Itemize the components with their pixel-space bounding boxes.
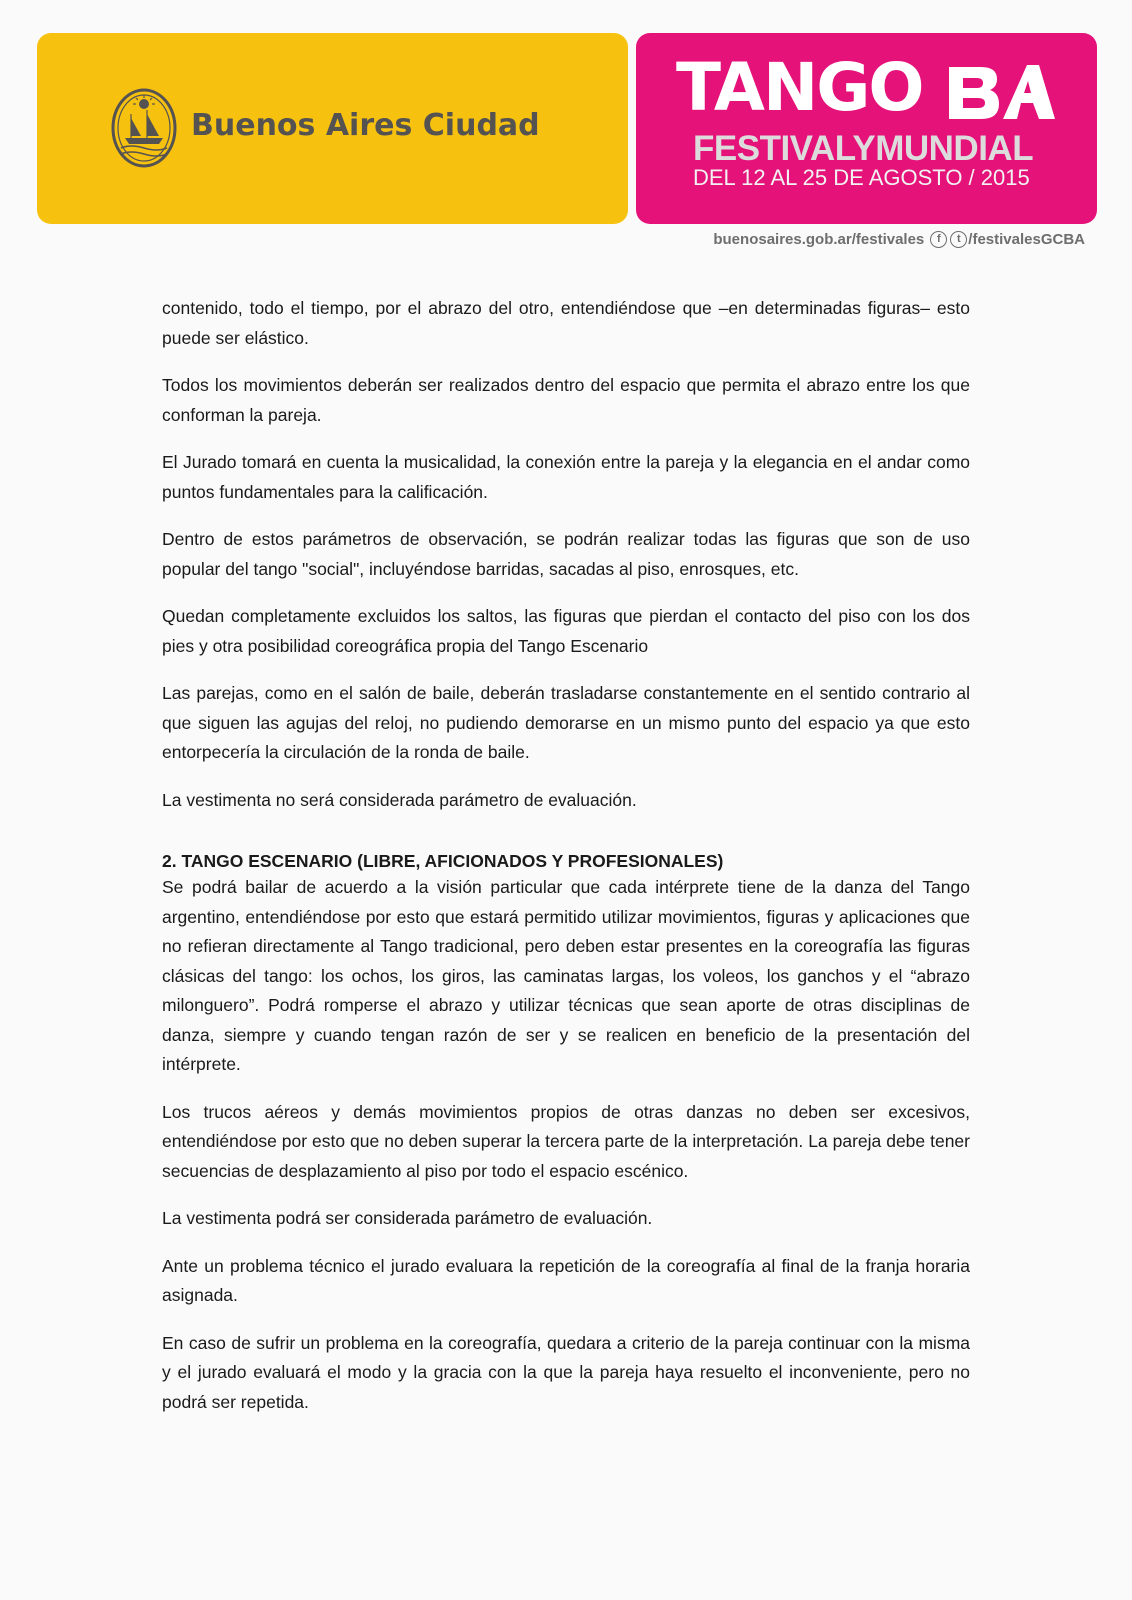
paragraph: Todos los movimientos deberán ser realizados dentro del espacio que permita el abrazo entre los que conforman la pareja. bbox=[162, 375, 970, 425]
social-footer bbox=[713, 231, 1085, 248]
paragraph: Los trucos aéreos y demás movimientos propios de otras danzas no deben ser excesivos, entendiéndose por esto que no deben superar la tercera parte de la interpretación. La pareja debe tener secuencias de desplazamiento al piso por todo el espacio escénico. bbox=[162, 1101, 970, 1181]
paragraph: Las parejas, como en el salón de baile, deberán trasladarse constantemente en el sentido contrario al que siguen las agujas del reloj, no pudiendo demorarse en un mismo punto del espacio ya que esto entorpecería la circulación de la ronda de baile. bbox=[162, 683, 970, 762]
paragraph: El Jurado tomará en cuenta la musicalidad, la conexión entre la pareja y la elegancia en el andar como puntos fundamentales para la calificación. bbox=[162, 452, 970, 502]
paragraph: La vestimenta no será considerada parámetro de evaluación. bbox=[162, 789, 637, 810]
city-name: Buenos Aires Ciudad bbox=[191, 108, 540, 143]
tango-festival-banner bbox=[636, 33, 1097, 224]
paragraph: contenido, todo el tiempo, por el abrazo del otro, entendiéndose que –en determinadas figuras– esto puede ser elástico. bbox=[162, 298, 970, 348]
tango-title: TANGO bbox=[676, 49, 923, 126]
paragraph: Dentro de estos parámetros de observación, se podrán realizar todas las figuras que son de uso popular del tango "social", incluyéndose barridas, sacadas al piso, enrosques, etc. bbox=[162, 529, 970, 579]
paragraph: Quedan completamente excluidos los saltos, las figuras que pierdan el contacto del piso con los dos pies y otra posibilidad coreográfica propia del Tango Escenario bbox=[162, 606, 970, 656]
festival-subtitle: FESTIVALYMUNDIAL bbox=[693, 129, 1034, 168]
twitter-icon[interactable]: t bbox=[950, 231, 967, 248]
paragraph: Se podrá bailar de acuerdo a la visión particular que cada intérprete tiene de la danza del Tango argentino, entendiéndose por esto que estará permitido utilizar movimientos, figuras y aplicaciones que no refieran directamente al Tango tradicional, pero deben estar presentes en la coreografía las figuras clásicas del tango: los ochos, los giros, las caminatas largas, los voleos, los ganchos y el “abrazo milonguero”. Podrá romperse el abrazo y utilizar técnicas que sean aporte de otras disciplinas de danza, siempre y cuando tengan razón de ser y se realicen en beneficio de la presentación del intérprete. bbox=[162, 877, 970, 1074]
site-url-link[interactable]: buenosaires.gob.ar/festivales bbox=[713, 231, 925, 248]
document-body bbox=[162, 294, 970, 1435]
social-handle-link[interactable]: /festivalesGCBA bbox=[968, 231, 1085, 248]
paragraph: La vestimenta podrá ser considerada parámetro de evaluación. bbox=[162, 1208, 653, 1228]
ba-logo-icon bbox=[947, 63, 1057, 121]
festival-dates: DEL 12 AL 25 DE AGOSTO / 2015 bbox=[693, 165, 1030, 190]
section-heading: 2. TANGO ESCENARIO (LIBRE, AFICIONADOS Y PROFESIONALES) bbox=[162, 851, 724, 871]
paragraph: Ante un problema técnico el jurado evaluara la repetición de la coreografía al final de la franja horaria asignada. bbox=[162, 1255, 970, 1305]
facebook-icon[interactable]: f bbox=[930, 231, 947, 248]
seal-icon bbox=[111, 88, 177, 168]
buenos-aires-banner bbox=[37, 33, 628, 224]
paragraph: En caso de sufrir un problema en la coreografía, quedara a criterio de la pareja continuar con la misma y el jurado evaluará el modo y la gracia con la que la pareja haya resuelto el inconveniente, pero no podrá ser repetida. bbox=[162, 1332, 970, 1412]
